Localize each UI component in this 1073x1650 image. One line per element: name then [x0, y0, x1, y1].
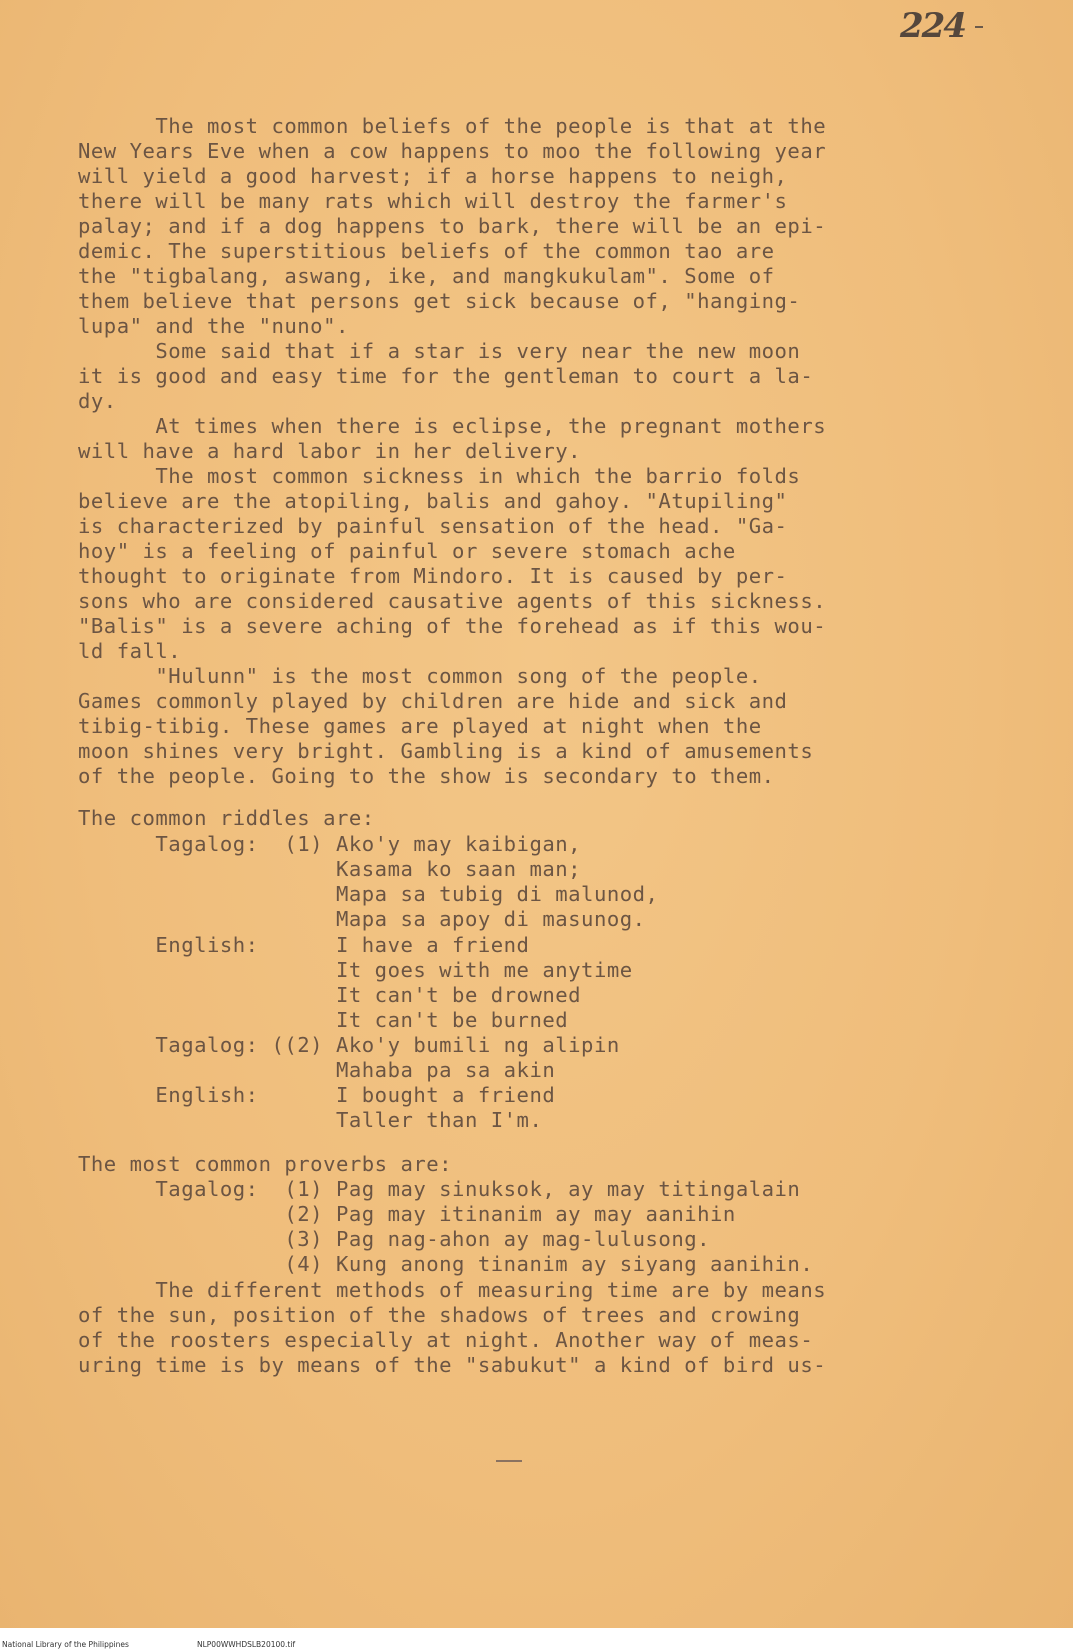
text-line: dy.	[78, 389, 117, 413]
page-number: 224	[900, 6, 965, 46]
text-line: (4) Kung anong tinanim ay siyang aanihin.	[78, 1252, 814, 1276]
text-line: English: I have a friend	[78, 933, 530, 957]
footer-library-name: National Library of the Philippines	[2, 1640, 129, 1649]
text-line: of the sun, position of the shadows of trees and crowing	[78, 1303, 801, 1327]
text-line: Some said that if a star is very near the new moon	[78, 339, 801, 363]
text-line: New Years Eve when a cow happens to moo the following year	[78, 139, 827, 163]
text-line: Tagalog: ((2) Ako'y bumili ng alipin	[78, 1033, 620, 1057]
text-line: will have a hard labor in her delivery.	[78, 439, 582, 463]
text-line: The common riddles are:	[78, 806, 375, 830]
text-line: believe are the atopiling, balis and gahoy. "Atupiling"	[78, 489, 788, 513]
text-line: sons who are considered causative agents of this sickness.	[78, 589, 827, 613]
text-line: The most common beliefs of the people is that at the	[78, 114, 827, 138]
text-line: thought to originate from Mindoro. It is caused by per-	[78, 564, 788, 588]
text-line: there will be many rats which will destroy the farmer's	[78, 189, 788, 213]
text-line: uring time is by means of the "sabukut" a kind of bird us-	[78, 1353, 827, 1377]
text-line: ld fall.	[78, 639, 182, 663]
text-line: It can't be drowned	[78, 983, 582, 1007]
text-line: Tagalog: (1) Pag may sinuksok, ay may titingalain	[78, 1177, 801, 1201]
page-number-dash	[975, 26, 983, 28]
text-line: demic. The superstitious beliefs of the common tao are	[78, 239, 775, 263]
text-line: Mapa sa tubig di malunod,	[78, 882, 659, 906]
text-line: tibig-tibig. These games are played at night when the	[78, 714, 762, 738]
text-line: Mahaba pa sa akin	[78, 1058, 556, 1082]
text-line: palay; and if a dog happens to bark, there will be an epi-	[78, 214, 827, 238]
text-line: The most common proverbs are:	[78, 1152, 453, 1176]
text-line: hoy" is a feeling of painful or severe stomach ache	[78, 539, 736, 563]
text-line: them believe that persons get sick because of, "hanging-	[78, 289, 801, 313]
page-end-mark	[496, 1460, 522, 1462]
text-line: Taller than I'm.	[78, 1108, 543, 1132]
text-line: of the people. Going to the show is secondary to them.	[78, 764, 775, 788]
text-line: Mapa sa apoy di masunog.	[78, 907, 646, 931]
text-line: is characterized by painful sensation of the head. "Ga-	[78, 514, 788, 538]
text-line: will yield a good harvest; if a horse happens to neigh,	[78, 164, 788, 188]
text-line: it is good and easy time for the gentleman to court a la-	[78, 364, 814, 388]
footer-file-name: NLP00WWHDSLB20100.tif	[197, 1640, 296, 1649]
text-line: It goes with me anytime	[78, 958, 633, 982]
text-line: lupa" and the "nuno".	[78, 314, 349, 338]
text-line: Tagalog: (1) Ako'y may kaibigan,	[78, 832, 582, 856]
text-line: the "tigbalang, aswang, ike, and mangkukulam". Some of	[78, 264, 775, 288]
text-line: (2) Pag may itinanim ay may aanihin	[78, 1202, 736, 1226]
text-line: of the roosters especially at night. Another way of meas-	[78, 1328, 814, 1352]
text-line: Games commonly played by children are hide and sick and	[78, 689, 788, 713]
text-line: At times when there is eclipse, the pregnant mothers	[78, 414, 827, 438]
text-line: The most common sickness in which the barrio folds	[78, 464, 801, 488]
text-line: English: I bought a friend	[78, 1083, 556, 1107]
text-line: It can't be burned	[78, 1008, 569, 1032]
text-line: (3) Pag nag-ahon ay mag-lulusong.	[78, 1227, 711, 1251]
text-line: moon shines very bright. Gambling is a kind of amusements	[78, 739, 814, 763]
scan-footer	[0, 1628, 1073, 1650]
text-line: "Hulunn" is the most common song of the people.	[78, 664, 762, 688]
text-line: Kasama ko saan man;	[78, 857, 582, 881]
text-line: "Balis" is a severe aching of the forehead as if this wou-	[78, 614, 827, 638]
text-line: The different methods of measuring time are by means	[78, 1278, 827, 1302]
